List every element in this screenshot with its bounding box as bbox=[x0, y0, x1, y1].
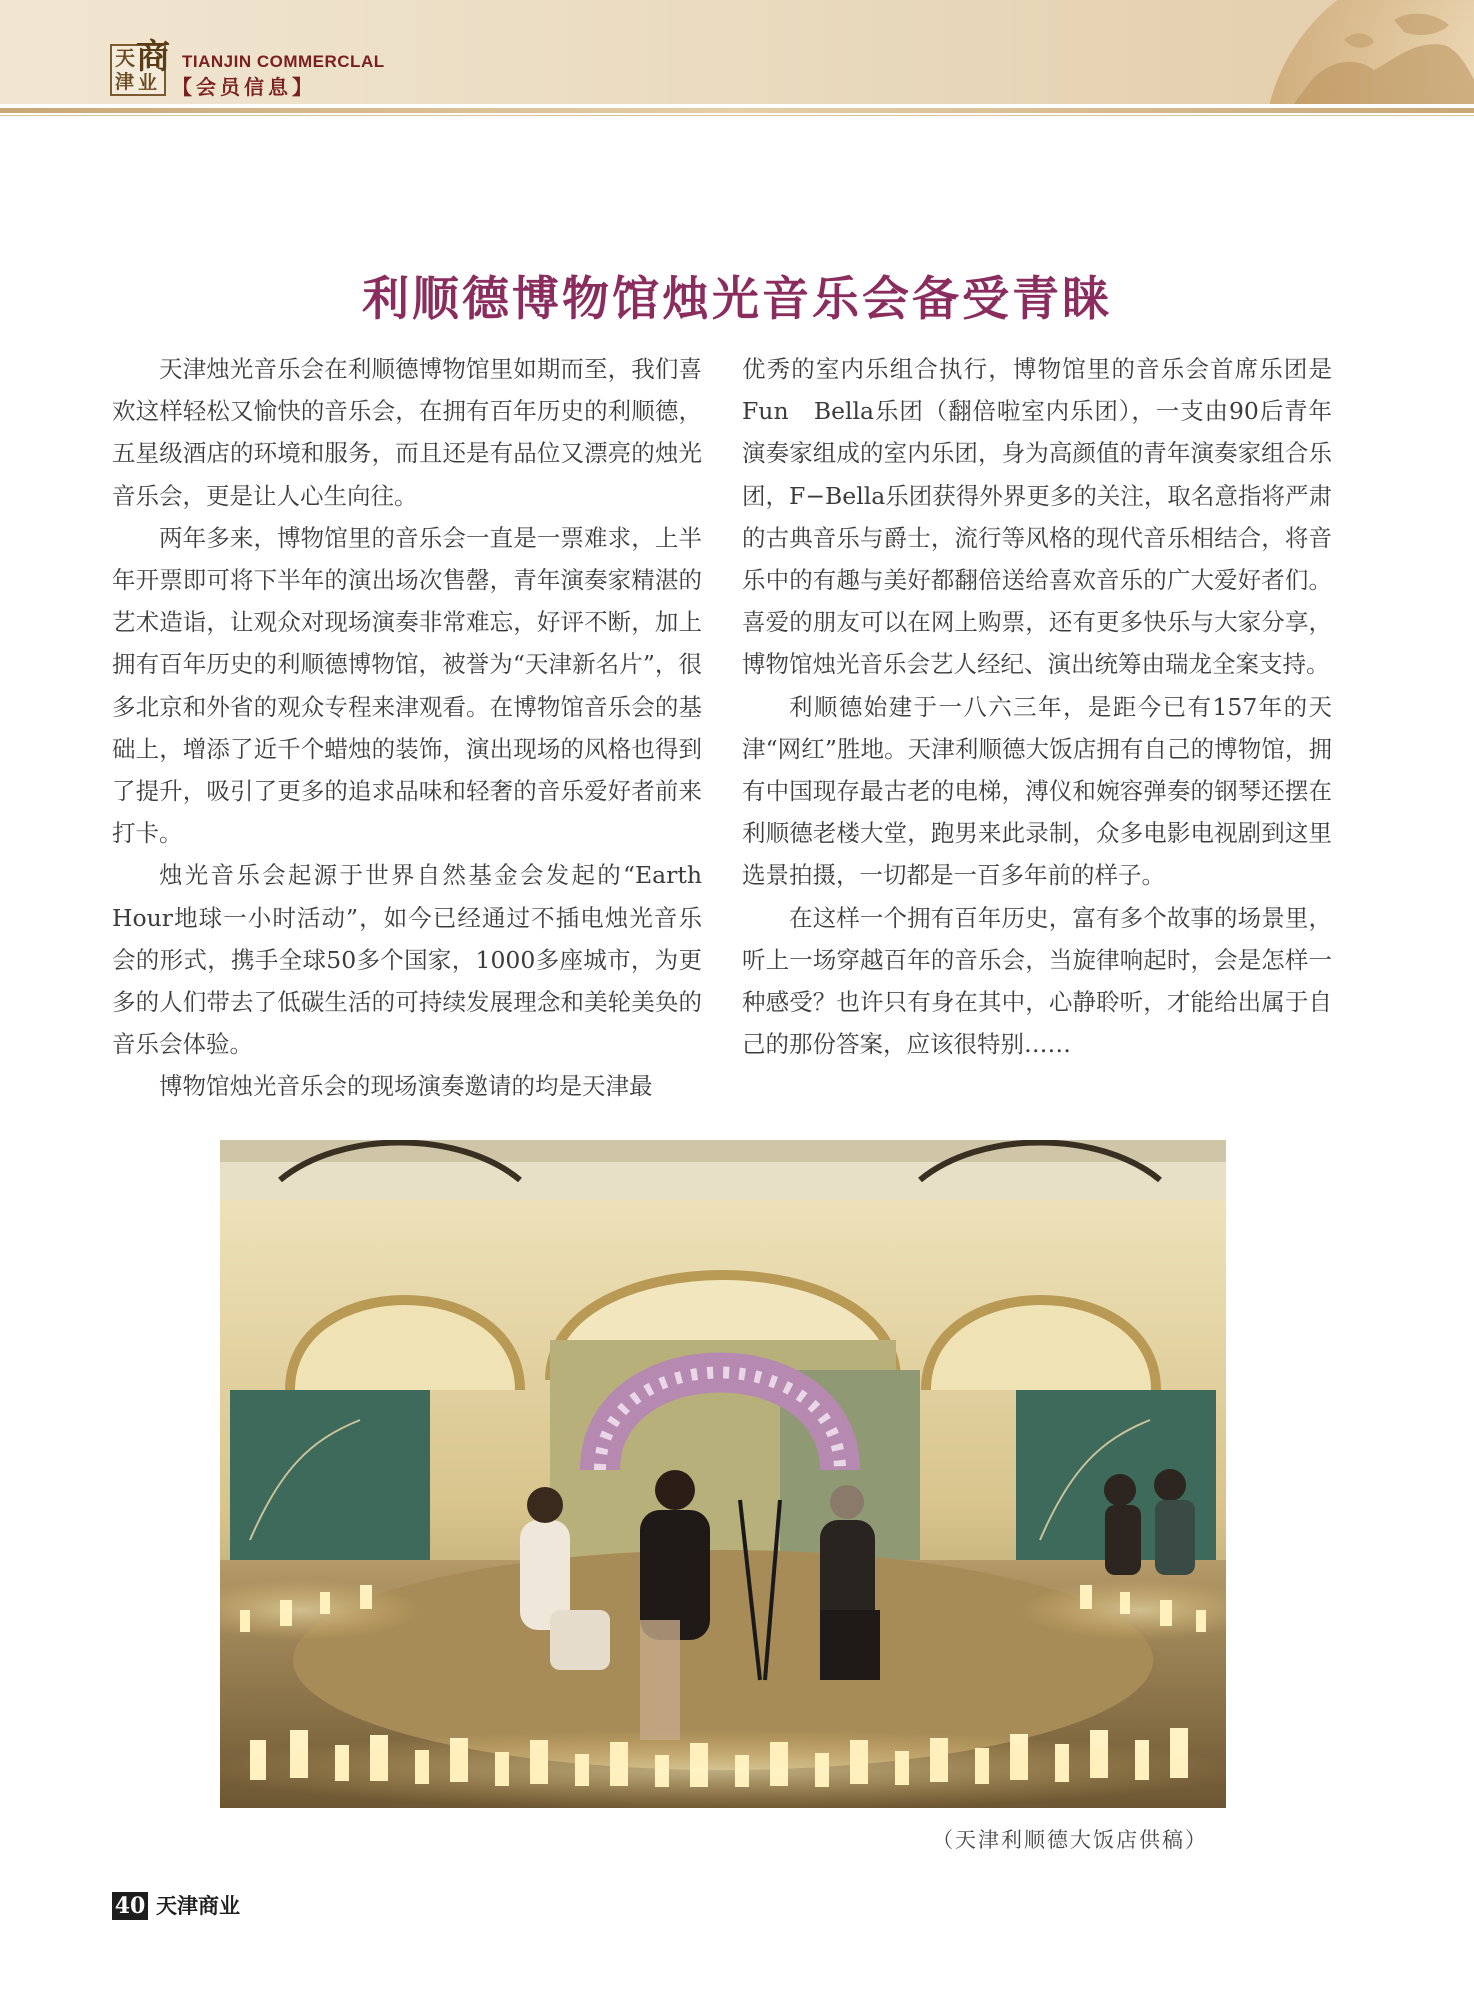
page-header bbox=[0, 0, 1474, 104]
globe-decoration bbox=[1244, 0, 1474, 104]
section-label: 【会员信息】 bbox=[172, 75, 316, 99]
paragraph: 博物馆烛光音乐会的现场演奏邀请的均是天津最 bbox=[159, 1072, 653, 1101]
paragraph-continuation: 优秀的室内乐组合执行，博物馆里的音乐会首席乐团是Fun Bella乐团（翻倍啦室内乐团），一支由90后青年演奏家组成的室内乐团，身为高颜值的青年演奏家组合乐团，F−Bella乐团获得外界更多的关注，取名意指将严肃的古典音乐与爵士，流行等风格的现代音乐相结合，将音乐中的有趣与美好都翻倍送给喜欢音乐的广大爱好者们。喜爱的朋友可以在网上购票，还有更多快乐与大家分享，博物馆烛光音乐会艺人经纪、演出统筹由瑞龙全案支持。 bbox=[742, 355, 1332, 679]
logo-char: 天 bbox=[115, 46, 135, 70]
article-column-right bbox=[742, 348, 1332, 1065]
photo-caption: （天津利顺德大饭店供稿） bbox=[932, 1828, 1208, 1852]
paragraph: 利顺德始建于一八六三年，是距今已有157年的天津“网红”胜地。天津利顺德大饭店拥有自己的博物馆，拥有中国现存最古老的电梯，溥仪和婉容弹奏的钢琴还摆在利顺德老楼大堂，跑男来此录制，众多电影电视剧到这里选景拍摄，一切都是一百多年前的样子。 bbox=[742, 692, 1332, 890]
article-title: 利顺德博物馆烛光音乐会备受青睐 bbox=[362, 272, 1112, 327]
magazine-name: 天津商业 bbox=[156, 1894, 240, 1918]
header-divider bbox=[0, 108, 1474, 113]
paragraph: 天津烛光音乐会在利顺德博物馆里如期而至，我们喜欢这样轻松又愉快的音乐会，在拥有百年历史的利顺德，五星级酒店的环境和服务，而且还是有品位又漂亮的烛光音乐会，更是让人心生向往。 bbox=[112, 355, 702, 510]
header-divider-thin bbox=[0, 115, 1474, 116]
brand-english-name: TIANJIN COMMERCLAL bbox=[182, 52, 385, 71]
logo-char: 商 bbox=[136, 37, 170, 77]
paragraph: 烛光音乐会起源于世界自然基金会发起的“Earth Hour地球一小时活动”，如今已经通过不插电烛光音乐会的形式，携手全球50多个国家，1000多座城市，为更多的人们带去了低碳生活的可持续发展理念和美轮美奂的音乐会体验。 bbox=[112, 861, 702, 1059]
concert-photo bbox=[220, 1140, 1226, 1808]
paragraph: 两年多来，博物馆里的音乐会一直是一票难求，上半年开票即可将下半年的演出场次售罄，青年演奏家精湛的艺术造诣，让观众对现场演奏非常难忘，好评不断，加上拥有百年历史的利顺德博物馆，被誉为“天津新名片”，很多北京和外省的观众专程来津观看。在博物馆音乐会的基础上，增添了近千个蜡烛的装饰，演出现场的风格也得到了提升，吸引了更多的追求品味和轻奢的音乐爱好者前来打卡。 bbox=[112, 523, 702, 848]
page-number: 40 bbox=[112, 1892, 148, 1920]
logo-char: 津 bbox=[115, 71, 135, 93]
article-column-left bbox=[112, 348, 702, 1108]
magazine-logo bbox=[110, 37, 170, 96]
logo-char: 业 bbox=[138, 72, 158, 94]
paragraph: 在这样一个拥有百年历史，富有多个故事的场景里，听上一场穿越百年的音乐会，当旋律响起时，会是怎样一种感受？也许只有身在其中，心静聆听，才能给出属于自己的那份答案，应该很特别…… bbox=[742, 903, 1332, 1059]
